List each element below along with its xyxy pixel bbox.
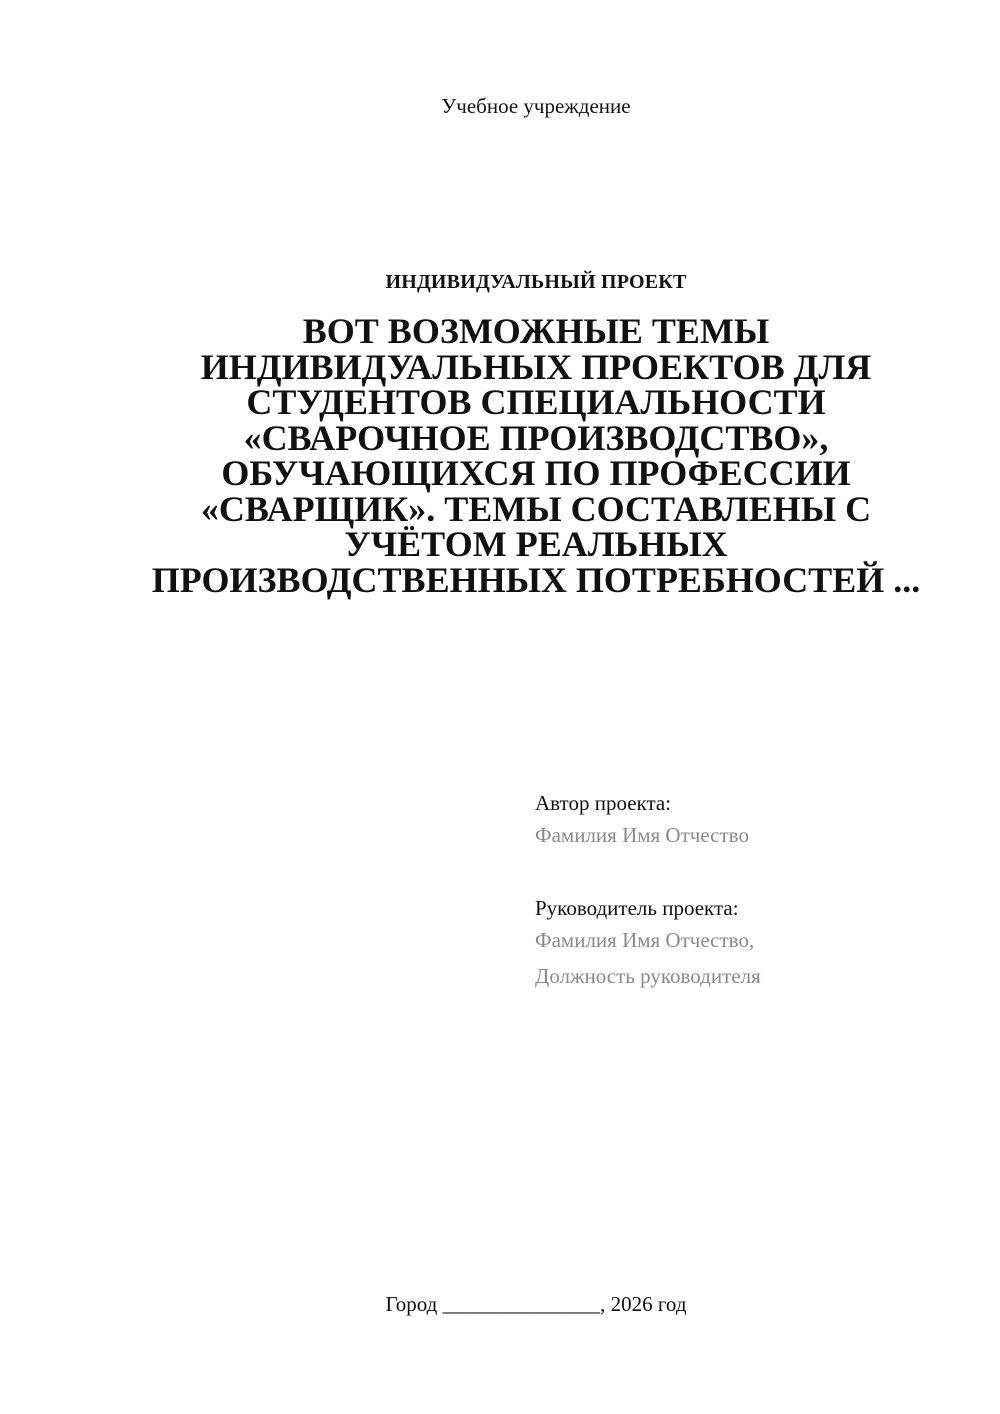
supervisor-name: Фамилия Имя Отчество,: [535, 928, 755, 952]
project-title: ВОТ ВОЗМОЖНЫЕ ТЕМЫ ИНДИВИДУАЛЬНЫХ ПРОЕКТОВ ДЛЯ СТУДЕНТОВ СПЕЦИАЛЬНОСТИ «СВАРОЧНОЕ ПРОИЗВОДСТВО», ОБУЧАЮЩИХСЯ ПО ПРОФЕССИИ «СВАРЩИК». ТЕМЫ СОСТАВЛЕНЫ С УЧЁТОМ РЕАЛЬНЫХ ПРОИЗВОДСТВЕННЫХ ПОТРЕБНОСТЕЙ ...: [151, 311, 921, 600]
city-year-line: Город _______________, 2026 год: [385, 1292, 687, 1316]
supervisor-position: Должность руководителя: [535, 964, 761, 988]
author-block: [535, 789, 975, 853]
institution-name: Учебное учреждение: [441, 94, 631, 118]
supervisor-block: [535, 894, 975, 994]
supervisor-label: Руководитель проекта:: [535, 896, 739, 920]
project-type-label: ИНДИВИДУАЛЬНЫЙ ПРОЕКТ: [385, 271, 687, 293]
author-label: Автор проекта:: [535, 791, 672, 815]
author-name: Фамилия Имя Отчество: [535, 823, 749, 847]
